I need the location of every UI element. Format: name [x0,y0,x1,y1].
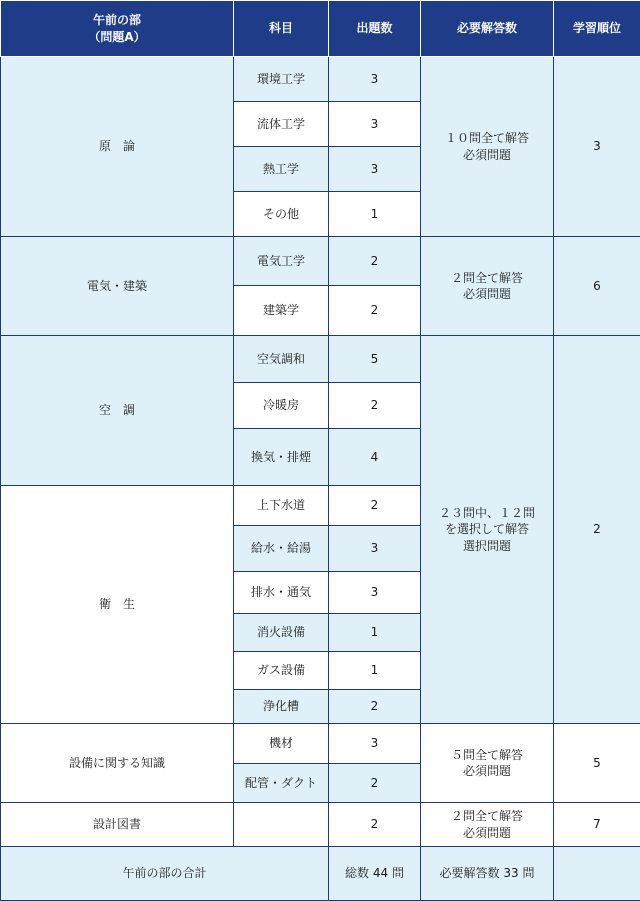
order-cell: 5 [554,724,640,803]
group-name: 電気・建築 [1,237,234,336]
subject-cell: 空気調和 [234,336,329,383]
group-name: 原 論 [1,57,234,237]
total-count: 総数 44 問 [329,847,421,901]
required-cell: １０問全て解答 必須問題 [421,57,554,237]
count-cell: 2 [329,803,421,847]
group-name: 空 調 [1,336,234,486]
total-label: 午前の部の合計 [1,847,329,901]
count-cell: 1 [329,614,421,652]
subject-cell: 給水・給湯 [234,526,329,572]
subject-cell: 上下水道 [234,486,329,526]
required-cell: ２問全て解答 必須問題 [421,803,554,847]
header-count: 出題数 [329,1,421,57]
group-name: 衛 生 [1,486,234,724]
header-subject: 科目 [234,1,329,57]
order-cell: 2 [554,336,640,724]
header-required: 必要解答数 [421,1,554,57]
subject-cell: 熱工学 [234,147,329,192]
table-row [1,57,640,102]
count-cell: 2 [329,286,421,336]
order-cell: 6 [554,237,640,336]
count-cell: 2 [329,690,421,724]
header-order: 学習順位 [554,1,640,57]
required-cell: ２３問中、１２問 を選択して解答 選択問題 [421,336,554,724]
subject-cell: 冷暖房 [234,383,329,429]
count-cell: 1 [329,192,421,237]
subject-cell: 環境工学 [234,57,329,102]
total-required: 必要解答数 33 問 [421,847,554,901]
count-cell: 3 [329,572,421,614]
subject-cell: 電気工学 [234,237,329,286]
count-cell: 3 [329,102,421,147]
count-cell: 2 [329,383,421,429]
subject-cell: 排水・通気 [234,572,329,614]
total-order [554,847,640,901]
count-cell: 3 [329,57,421,102]
subject-cell: 機材 [234,724,329,764]
required-cell: ５問全て解答 必須問題 [421,724,554,803]
total-row [1,847,640,901]
table-row [1,803,640,847]
subject-cell: ガス設備 [234,652,329,690]
table-row [1,724,640,764]
count-cell: 2 [329,237,421,286]
count-cell: 5 [329,336,421,383]
count-cell: 3 [329,526,421,572]
subject-cell [234,803,329,847]
order-cell: 7 [554,803,640,847]
subject-cell: 配管・ダクト [234,764,329,803]
required-cell: ２問全て解答 必須問題 [421,237,554,336]
count-cell: 4 [329,429,421,486]
count-cell: 2 [329,764,421,803]
count-cell: 1 [329,652,421,690]
subject-cell: 換気・排煙 [234,429,329,486]
header-row [1,1,640,57]
table-row [1,336,640,383]
subject-cell: 浄化槽 [234,690,329,724]
subject-cell: 流体工学 [234,102,329,147]
order-cell: 3 [554,57,640,237]
group-name: 設計図書 [1,803,234,847]
header-section: 午前の部 （問題A） [1,1,234,57]
count-cell: 3 [329,147,421,192]
count-cell: 3 [329,724,421,764]
subject-cell: 建築学 [234,286,329,336]
subject-cell: 消火設備 [234,614,329,652]
table-row [1,237,640,286]
group-name: 設備に関する知識 [1,724,234,803]
subject-cell: その他 [234,192,329,237]
count-cell: 2 [329,486,421,526]
